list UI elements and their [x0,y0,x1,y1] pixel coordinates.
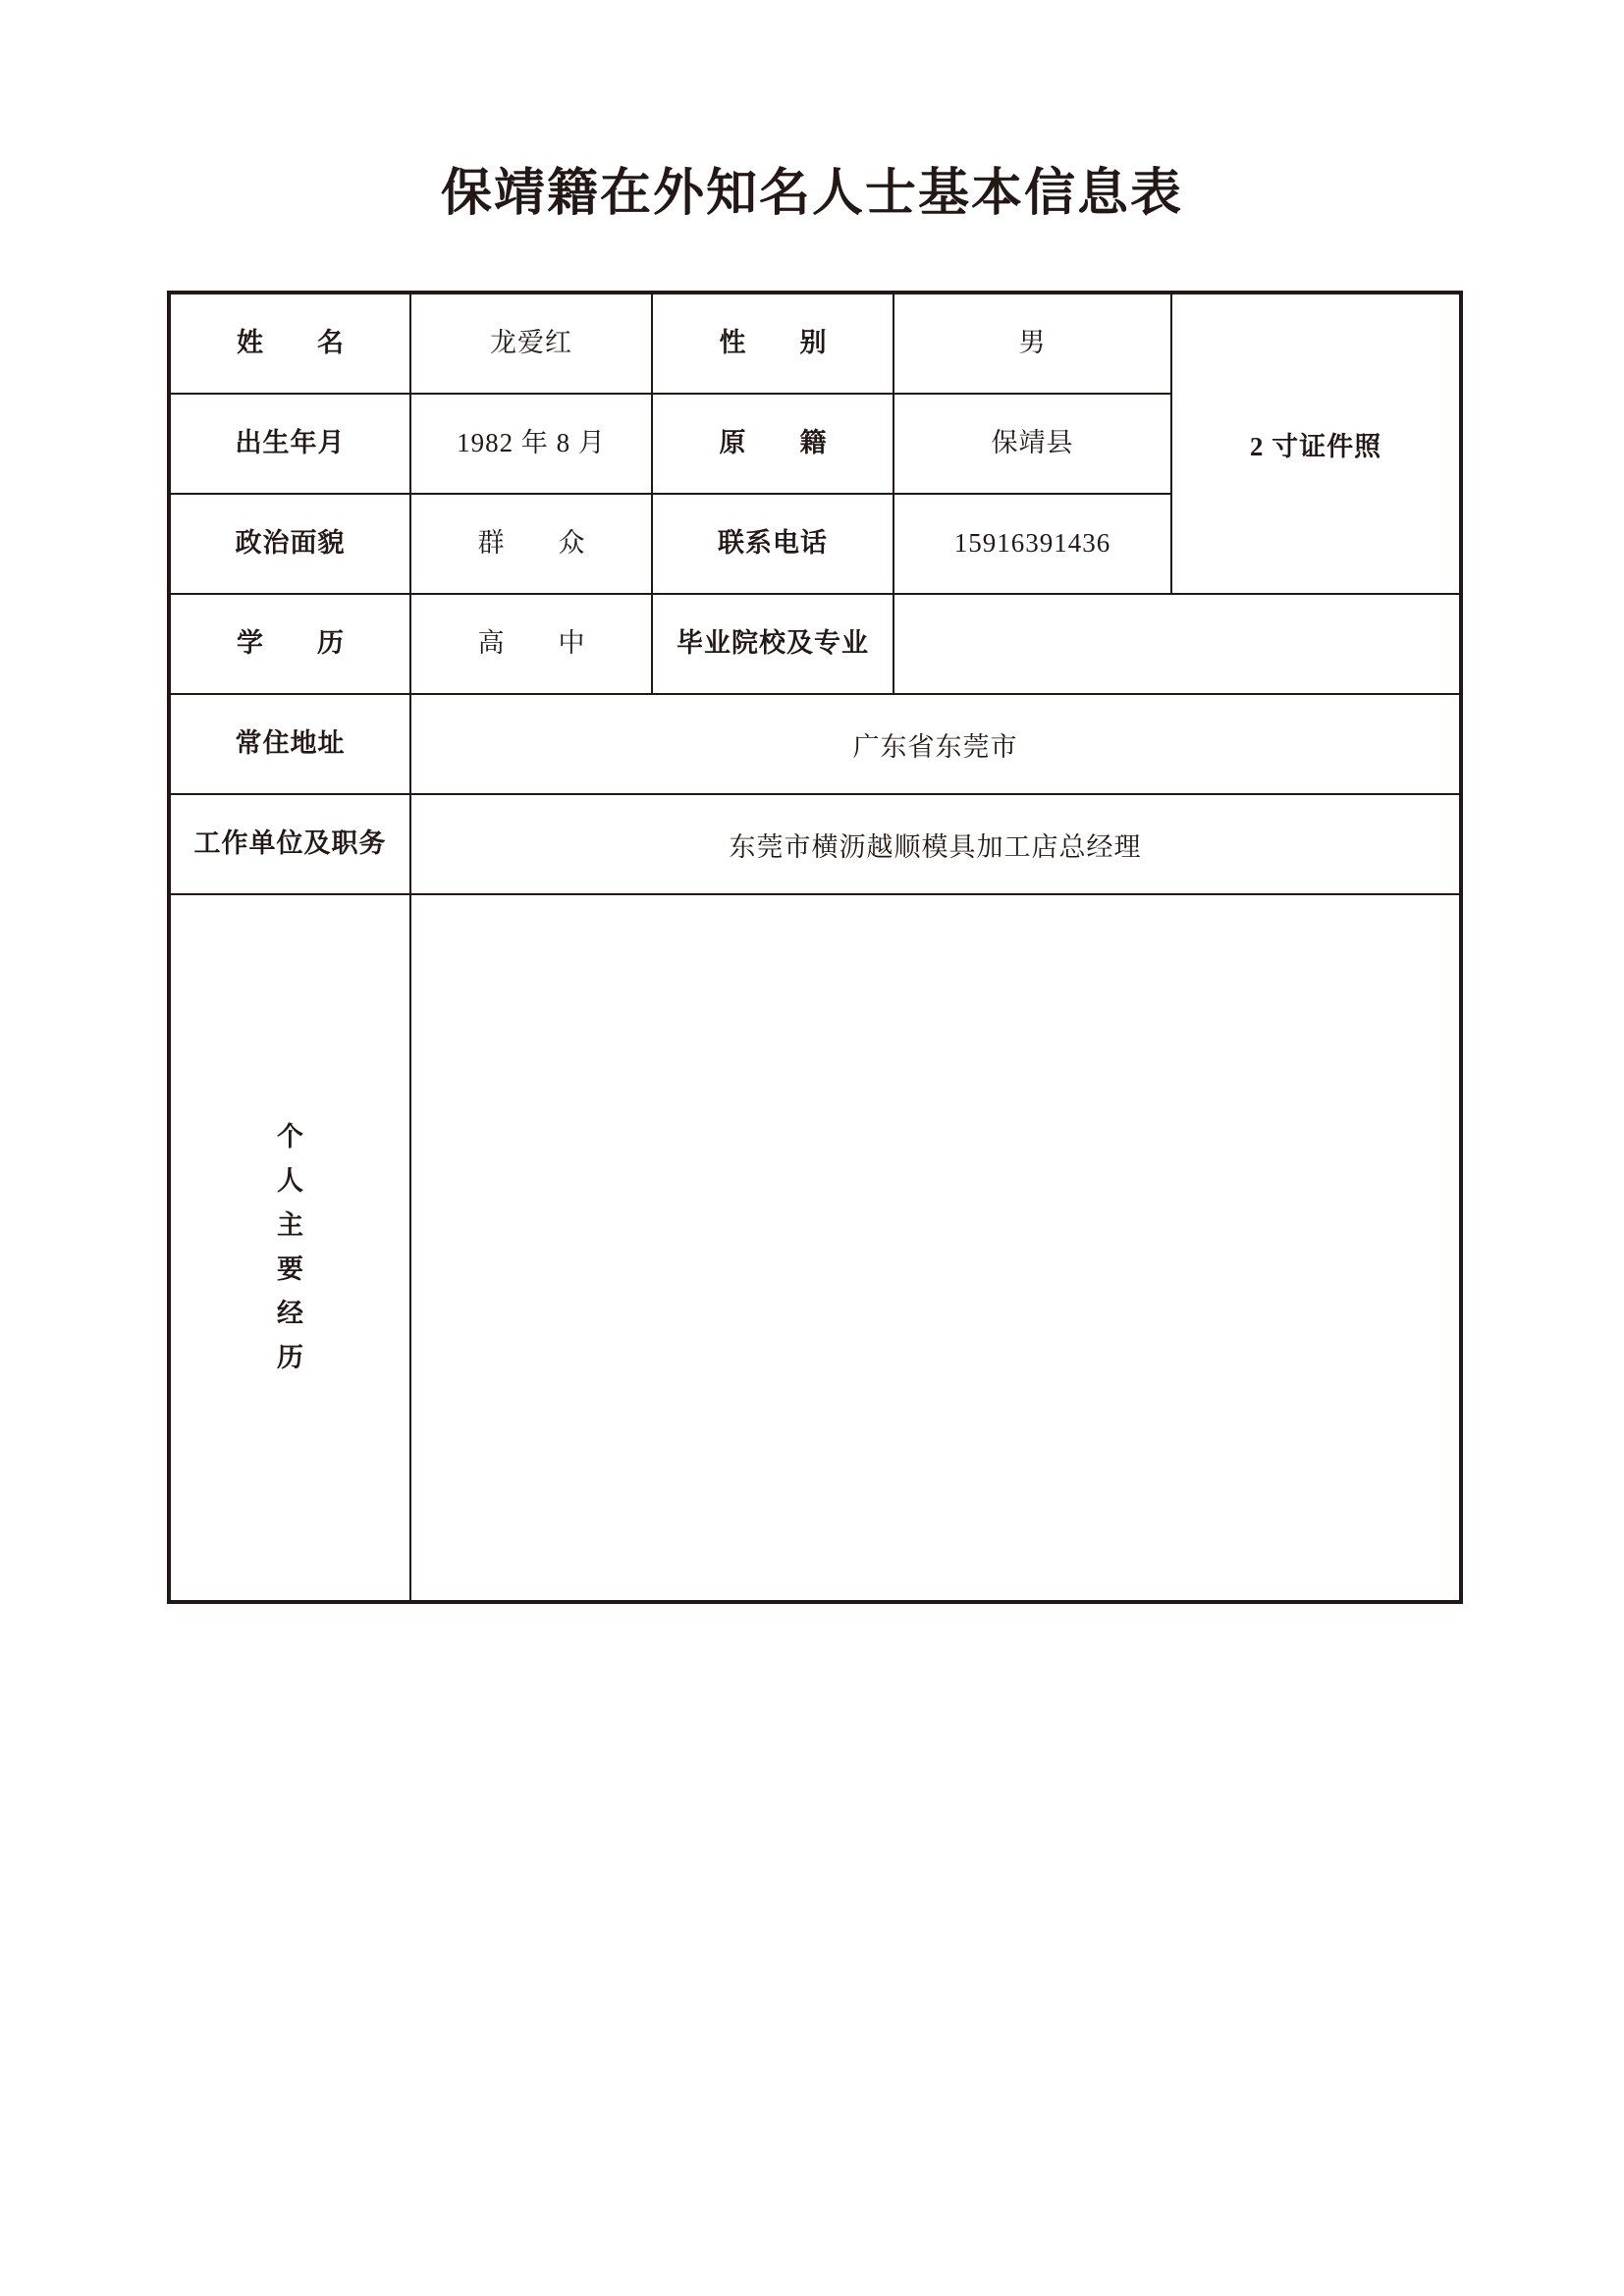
value-political-status[interactable] [410,494,652,594]
page-title: 保靖籍在外知名人士基本信息表 [440,166,1183,222]
value-birth-date-text: 1982 年 8 月 [457,428,606,458]
label-education-text: 学 历 [237,628,357,659]
photo-placeholder-cell[interactable] [1171,293,1461,594]
label-gender-text: 性 别 [719,328,840,358]
label-birth-date-text: 出生年月 [235,428,346,458]
label-birth-date [169,394,410,494]
value-school-major[interactable] [893,594,1461,694]
value-personal-experience[interactable] [410,894,1461,1602]
value-gender[interactable] [893,293,1171,394]
value-origin-text: 保靖县 [991,428,1074,458]
value-phone-text: 15916391436 [953,528,1111,559]
label-address-text: 常住地址 [235,728,346,759]
label-work-unit [169,794,410,894]
value-work-unit-text: 东莞市横沥越顺模具加工店总经理 [729,831,1142,862]
label-political-status [169,494,410,594]
label-origin-text: 原 籍 [719,428,840,458]
label-personal-experience [169,894,410,1602]
vertical-char-6: 历 [277,1343,303,1372]
vertical-char-3: 主 [277,1210,303,1240]
vertical-char-4: 要 [277,1255,303,1284]
value-work-unit[interactable] [410,794,1461,894]
photo-placeholder-label: 2 寸证件照 [1249,431,1382,461]
value-address-text: 广东省东莞市 [852,731,1018,762]
value-birth-date[interactable] [410,394,652,494]
value-address[interactable] [410,694,1461,794]
value-origin[interactable] [893,394,1171,494]
label-phone-text: 联系电话 [718,528,828,559]
vertical-char-5: 经 [277,1299,303,1328]
label-work-unit-text: 工作单位及职务 [193,828,387,859]
table-row-experience [169,894,1461,1602]
table-row-address [169,694,1461,794]
vertical-char-1: 个 [277,1122,303,1151]
table-row-name [169,293,1461,394]
label-name-text: 姓 名 [237,328,357,358]
value-phone[interactable] [893,494,1171,594]
label-education [169,594,410,694]
table-row-work [169,794,1461,894]
value-education[interactable] [410,594,652,694]
label-school-major-text: 毕业院校及专业 [677,628,869,659]
table-row-education [169,594,1461,694]
personal-info-table [167,291,1463,1604]
label-name [169,293,410,394]
value-name-text: 龙爱红 [490,328,572,358]
value-gender-text: 男 [1018,328,1047,358]
label-gender [652,293,893,394]
label-address [169,694,410,794]
label-political-status-text: 政治面貌 [235,528,346,559]
label-origin [652,394,893,494]
label-school-major [652,594,893,694]
value-education-text: 高 中 [477,628,599,659]
label-phone [652,494,893,594]
value-political-status-text: 群 众 [477,528,599,559]
value-name[interactable] [410,293,652,394]
label-personal-experience-vertical [171,1115,409,1380]
vertical-char-2: 人 [277,1166,303,1196]
